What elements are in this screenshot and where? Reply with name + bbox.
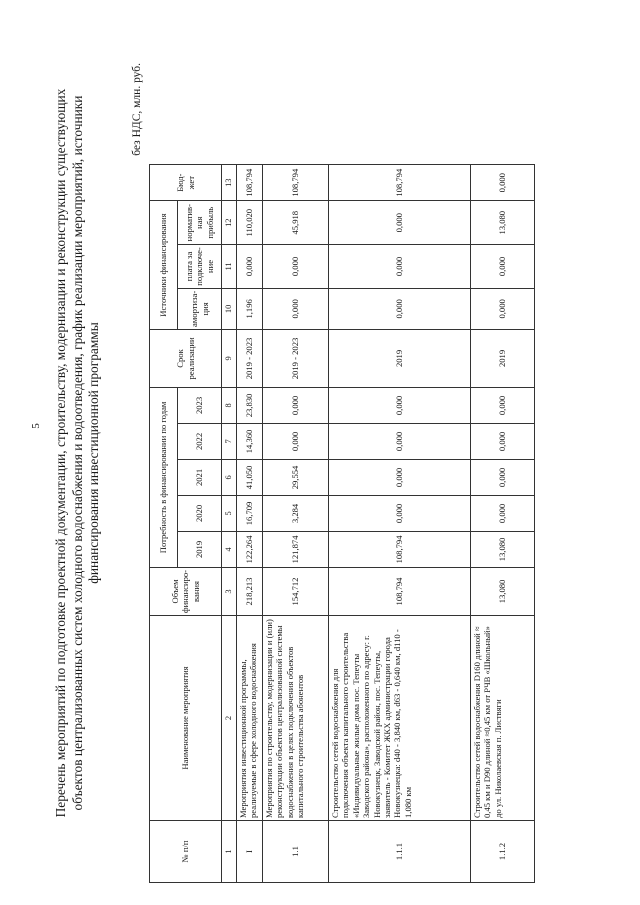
row-normative-profit: 13,080 [471, 201, 535, 245]
rotated-page-content [53, 23, 613, 883]
row-connection-fee: 0,000 [263, 245, 329, 289]
column-number: 7 [222, 423, 237, 459]
header-year: 2021 [178, 459, 222, 495]
column-number: 8 [222, 387, 237, 423]
row-period: 2019 [471, 329, 535, 387]
header-connection-fee: плата за подключе-ние [178, 245, 222, 289]
header-volume: Объем финансиро-вания [150, 567, 222, 615]
row-year-value: 0,000 [471, 423, 535, 459]
header-period: Срок реализации [150, 329, 222, 387]
row-budget: 108,794 [263, 165, 329, 201]
row-name: Строительство сетей водоснабжения D160 длиной ≈ 0,45 км и D90 длиной ≈0,45 км от РЧВ «Школьный» до ул. Николаевская п. Листвяги [471, 616, 535, 821]
row-amortization: 0,000 [329, 288, 471, 329]
row-name: Мероприятия по строительству, модернизации и (или) реконструкции объектов централизованной системы водоснабжения в целях подключения объектов капитального строительства абонентов [263, 616, 329, 821]
row-name: Строительство сетей водоснабжения для подключения объекта капитального строительства «Индивидуальные жилые дома пос. Тепеуты Заводского района», расположенного по адресу: г. Новокузнецк, Заводской район, пос. Тепеуты, заявитель - Комитет ЖКХ администрации города Новокузнецка: d40 - 3,840 км, d63 - 0,640 км, d110 - 1,080 км [329, 616, 471, 821]
header-sources-group: Источники финансирования [150, 201, 178, 330]
column-number: 6 [222, 459, 237, 495]
row-num: I [237, 821, 263, 883]
row-normative-profit: 0,000 [329, 201, 471, 245]
row-year-value: 0,000 [471, 459, 535, 495]
row-year-value: 0,000 [329, 495, 471, 531]
header-normative-profit: норматив-ная прибыль [178, 201, 222, 245]
row-year-value: 0,000 [471, 387, 535, 423]
row-year-value: 0,000 [329, 423, 471, 459]
row-year-value: 122,264 [237, 531, 263, 567]
row-year-value: 0,000 [471, 495, 535, 531]
row-period: 2019 - 2023 [263, 329, 329, 387]
column-number: 10 [222, 288, 237, 329]
column-number: 4 [222, 531, 237, 567]
row-year-value: 0,000 [263, 387, 329, 423]
title-line: объектов централизованных систем холодного водоснабжения и водоотведения, график реализации мероприятий, источники [69, 95, 85, 811]
row-year-value: 41,050 [237, 459, 263, 495]
row-budget: 108,794 [329, 165, 471, 201]
row-volume: 218,213 [237, 567, 263, 615]
row-year-value: 3,284 [263, 495, 329, 531]
row-name: Мероприятия инвестиционной программы, реализуемые в сфере холодного водоснабжения [237, 616, 263, 821]
row-connection-fee: 0,000 [329, 245, 471, 289]
row-amortization: 1,196 [237, 288, 263, 329]
header-year: 2019 [178, 531, 222, 567]
column-number: 12 [222, 201, 237, 245]
row-year-value: 13,080 [471, 531, 535, 567]
table-row [329, 165, 471, 883]
header-num: № п/п [150, 821, 222, 883]
column-number: 9 [222, 329, 237, 387]
title-line: финансирования инвестиционной программы [86, 322, 102, 584]
row-budget: 108,794 [237, 165, 263, 201]
row-connection-fee: 0,000 [237, 245, 263, 289]
title-line: Перечень мероприятий по подготовке проектной документации, строительству, модернизации и реконструкции существующих [53, 88, 68, 818]
row-year-value: 0,000 [329, 459, 471, 495]
column-number: 5 [222, 495, 237, 531]
page-number: 5 [30, 423, 42, 429]
header-name: Наименование мероприятия [150, 616, 222, 821]
row-num: 1.1.2 [471, 821, 535, 883]
row-volume: 13,080 [471, 567, 535, 615]
table-row [237, 165, 263, 883]
row-budget: 0,000 [471, 165, 535, 201]
row-year-value: 23,830 [237, 387, 263, 423]
row-period: 2019 - 2023 [237, 329, 263, 387]
header-year: 2020 [178, 495, 222, 531]
row-connection-fee: 0,000 [471, 245, 535, 289]
measures-table [149, 164, 535, 883]
row-year-value: 121,874 [263, 531, 329, 567]
header-year: 2022 [178, 423, 222, 459]
row-normative-profit: 110,020 [237, 201, 263, 245]
document-title [53, 23, 103, 883]
column-number: 1 [222, 821, 237, 883]
row-year-value: 0,000 [263, 423, 329, 459]
row-num: 1.1 [263, 821, 329, 883]
row-volume: 154,712 [263, 567, 329, 615]
row-volume: 108,794 [329, 567, 471, 615]
header-budget: Бюд-жет [150, 165, 222, 201]
row-year-value: 108,794 [329, 531, 471, 567]
row-year-value: 0,000 [329, 387, 471, 423]
header-year: 2023 [178, 387, 222, 423]
table-row [471, 165, 535, 883]
row-normative-profit: 45,918 [263, 201, 329, 245]
column-number: 2 [222, 616, 237, 821]
header-amortization: амортиза-ция [178, 288, 222, 329]
column-number-row [222, 165, 237, 883]
row-num: 1.1.1 [329, 821, 471, 883]
row-year-value: 14,360 [237, 423, 263, 459]
row-period: 2019 [329, 329, 471, 387]
column-number: 11 [222, 245, 237, 289]
header-need-group: Потребность в финансировании по годам [150, 387, 178, 567]
row-year-value: 29,554 [263, 459, 329, 495]
column-number: 3 [222, 567, 237, 615]
row-amortization: 0,000 [263, 288, 329, 329]
column-number: 13 [222, 165, 237, 201]
table-row [263, 165, 329, 883]
row-amortization: 0,000 [471, 288, 535, 329]
row-year-value: 16,709 [237, 495, 263, 531]
units-note: без НДС, млн. руб. [131, 63, 143, 156]
